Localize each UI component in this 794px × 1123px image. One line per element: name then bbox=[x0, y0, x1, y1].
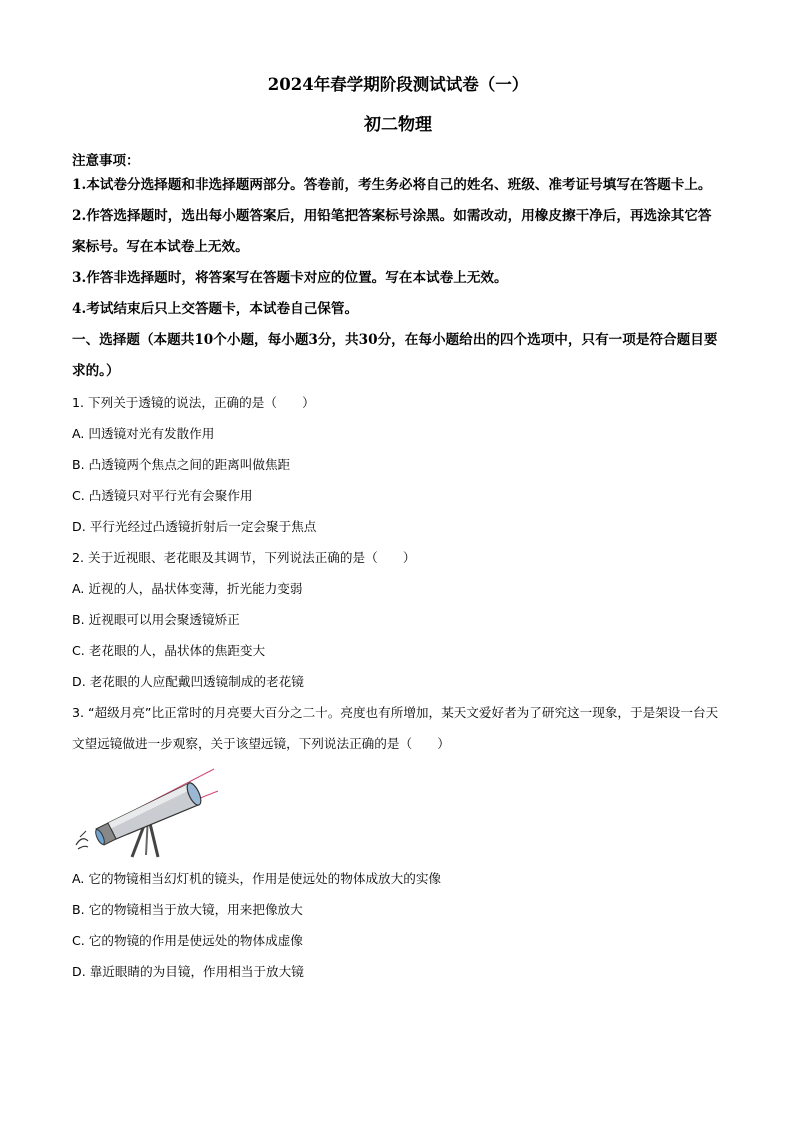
note-item-2: 2.作答选择题时，选出每小题答案后，用铅笔把答案标号涂黑。如需改动，用橡皮擦干净后，再选涂其它答案标号。写在本试卷上无效。 bbox=[72, 208, 712, 255]
question-2-stem: 2. 关于近视眼、老花眼及其调节，下列说法正确的是（ ） bbox=[72, 550, 416, 565]
question-2-option-d: D. 老花眼的人应配戴凹透镜制成的老花镜 bbox=[72, 674, 304, 689]
telescope-illustration bbox=[72, 765, 222, 859]
question-3-option-a: A. 它的物镜相当幻灯机的镜头，作用是使远处的物体成放大的实像 bbox=[72, 871, 442, 886]
question-1-option-a: A. 凹透镜对光有发散作用 bbox=[72, 426, 215, 441]
question-1-option-b: B. 凸透镜两个焦点之间的距离叫做焦距 bbox=[72, 457, 291, 472]
notes-heading: 注意事项： bbox=[72, 153, 140, 169]
question-3-stem: 3. “超级月亮”比正常时的月亮要大百分之二十。亮度也有所增加，某天文爱好者为了研究这一现象，于是架设一台天文望远镜做进一步观察，关于该望远镜，下列说法正确的是（ ） bbox=[72, 705, 719, 751]
question-3-option-d: D. 靠近眼睛的为目镜，作用相当于放大镜 bbox=[72, 964, 304, 979]
question-3-option-c: C. 它的物镜的作用是使远处的物体成虚像 bbox=[72, 933, 303, 948]
section-heading-choice: 一、选择题（本题共10个小题，每小题3分，共30分，在每小题给出的四个选项中，只有一项是符合题目要求的。） bbox=[72, 332, 718, 379]
question-3-option-b: B. 它的物镜相当于放大镜，用来把像放大 bbox=[72, 902, 303, 917]
question-1-stem: 1. 下列关于透镜的说法，正确的是（ ） bbox=[72, 395, 315, 410]
question-1-option-c: C. 凸透镜只对平行光有会聚作用 bbox=[72, 488, 253, 503]
question-2-option-a: A. 近视的人，晶状体变薄，折光能力变弱 bbox=[72, 581, 303, 596]
question-2-option-b: B. 近视眼可以用会聚透镜矫正 bbox=[72, 612, 240, 627]
question-2-option-c: C. 老花眼的人，晶状体的焦距变大 bbox=[72, 643, 266, 658]
note-item-4: 4.考试结束后只上交答题卡，本试卷自己保管。 bbox=[72, 301, 359, 317]
question-1-option-d: D. 平行光经过凸透镜折射后一定会聚于焦点 bbox=[72, 519, 317, 534]
exam-title: 2024年春学期阶段测试试卷（一） bbox=[267, 75, 529, 94]
exam-subject: 初二物理 bbox=[364, 115, 432, 135]
telescope-figure bbox=[72, 765, 724, 859]
note-item-1: 1.本试卷分选择题和非选择题两部分。答卷前，考生务必将自己的姓名、班级、准考证号填写在答题卡上。 bbox=[72, 177, 712, 193]
note-item-3: 3.作答非选择题时，将答案写在答题卡对应的位置。写在本试卷上无效。 bbox=[72, 270, 508, 286]
